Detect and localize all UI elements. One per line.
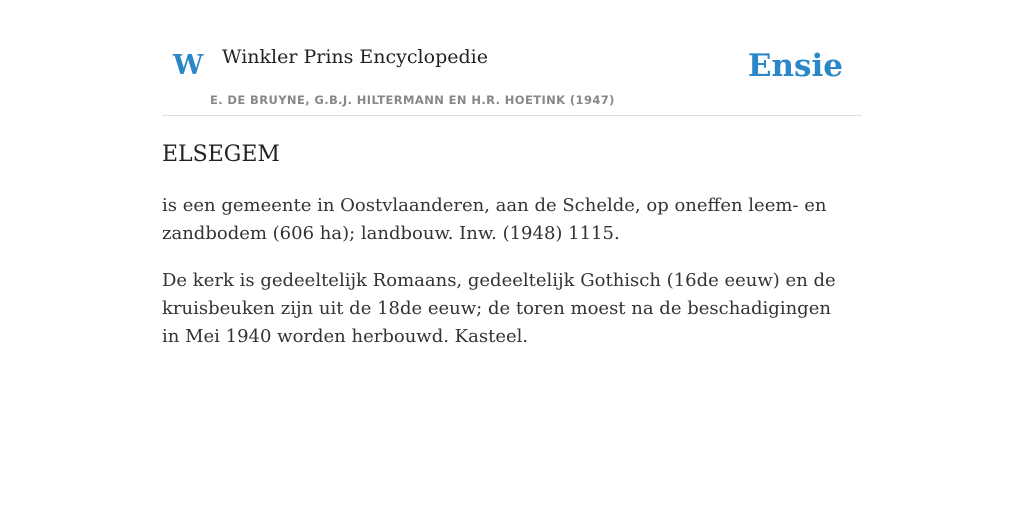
article-paragraph: De kerk is gedeeltelijk Romaans, gedeeltelijk Gothisch (16de eeuw) en de kruisbeuken zijn uit de 18de eeuw; de toren moest na de beschadigingen in Mei 1940 worden herbouwd. Kasteel. — [162, 270, 836, 347]
header — [162, 0, 862, 116]
authors-byline: E. DE BRUYNE, G.B.J. HILTERMANN EN H.R. HOETINK (1947) — [210, 93, 615, 107]
article-paragraph: is een gemeente in Oostvlaanderen, aan de Schelde, op oneffen leem- en zandbodem (606 ha); landbouw. Inw. (1948) 1115. — [162, 195, 827, 244]
article-title: ELSEGEM — [162, 142, 280, 167]
winkler-prins-logo[interactable]: W — [173, 50, 204, 81]
ensie-brand-logo[interactable]: Ensie — [747, 48, 843, 84]
article-body — [162, 192, 852, 370]
page-container — [162, 0, 862, 512]
site-title-link[interactable]: Winkler Prins Encyclopedie — [222, 46, 488, 68]
